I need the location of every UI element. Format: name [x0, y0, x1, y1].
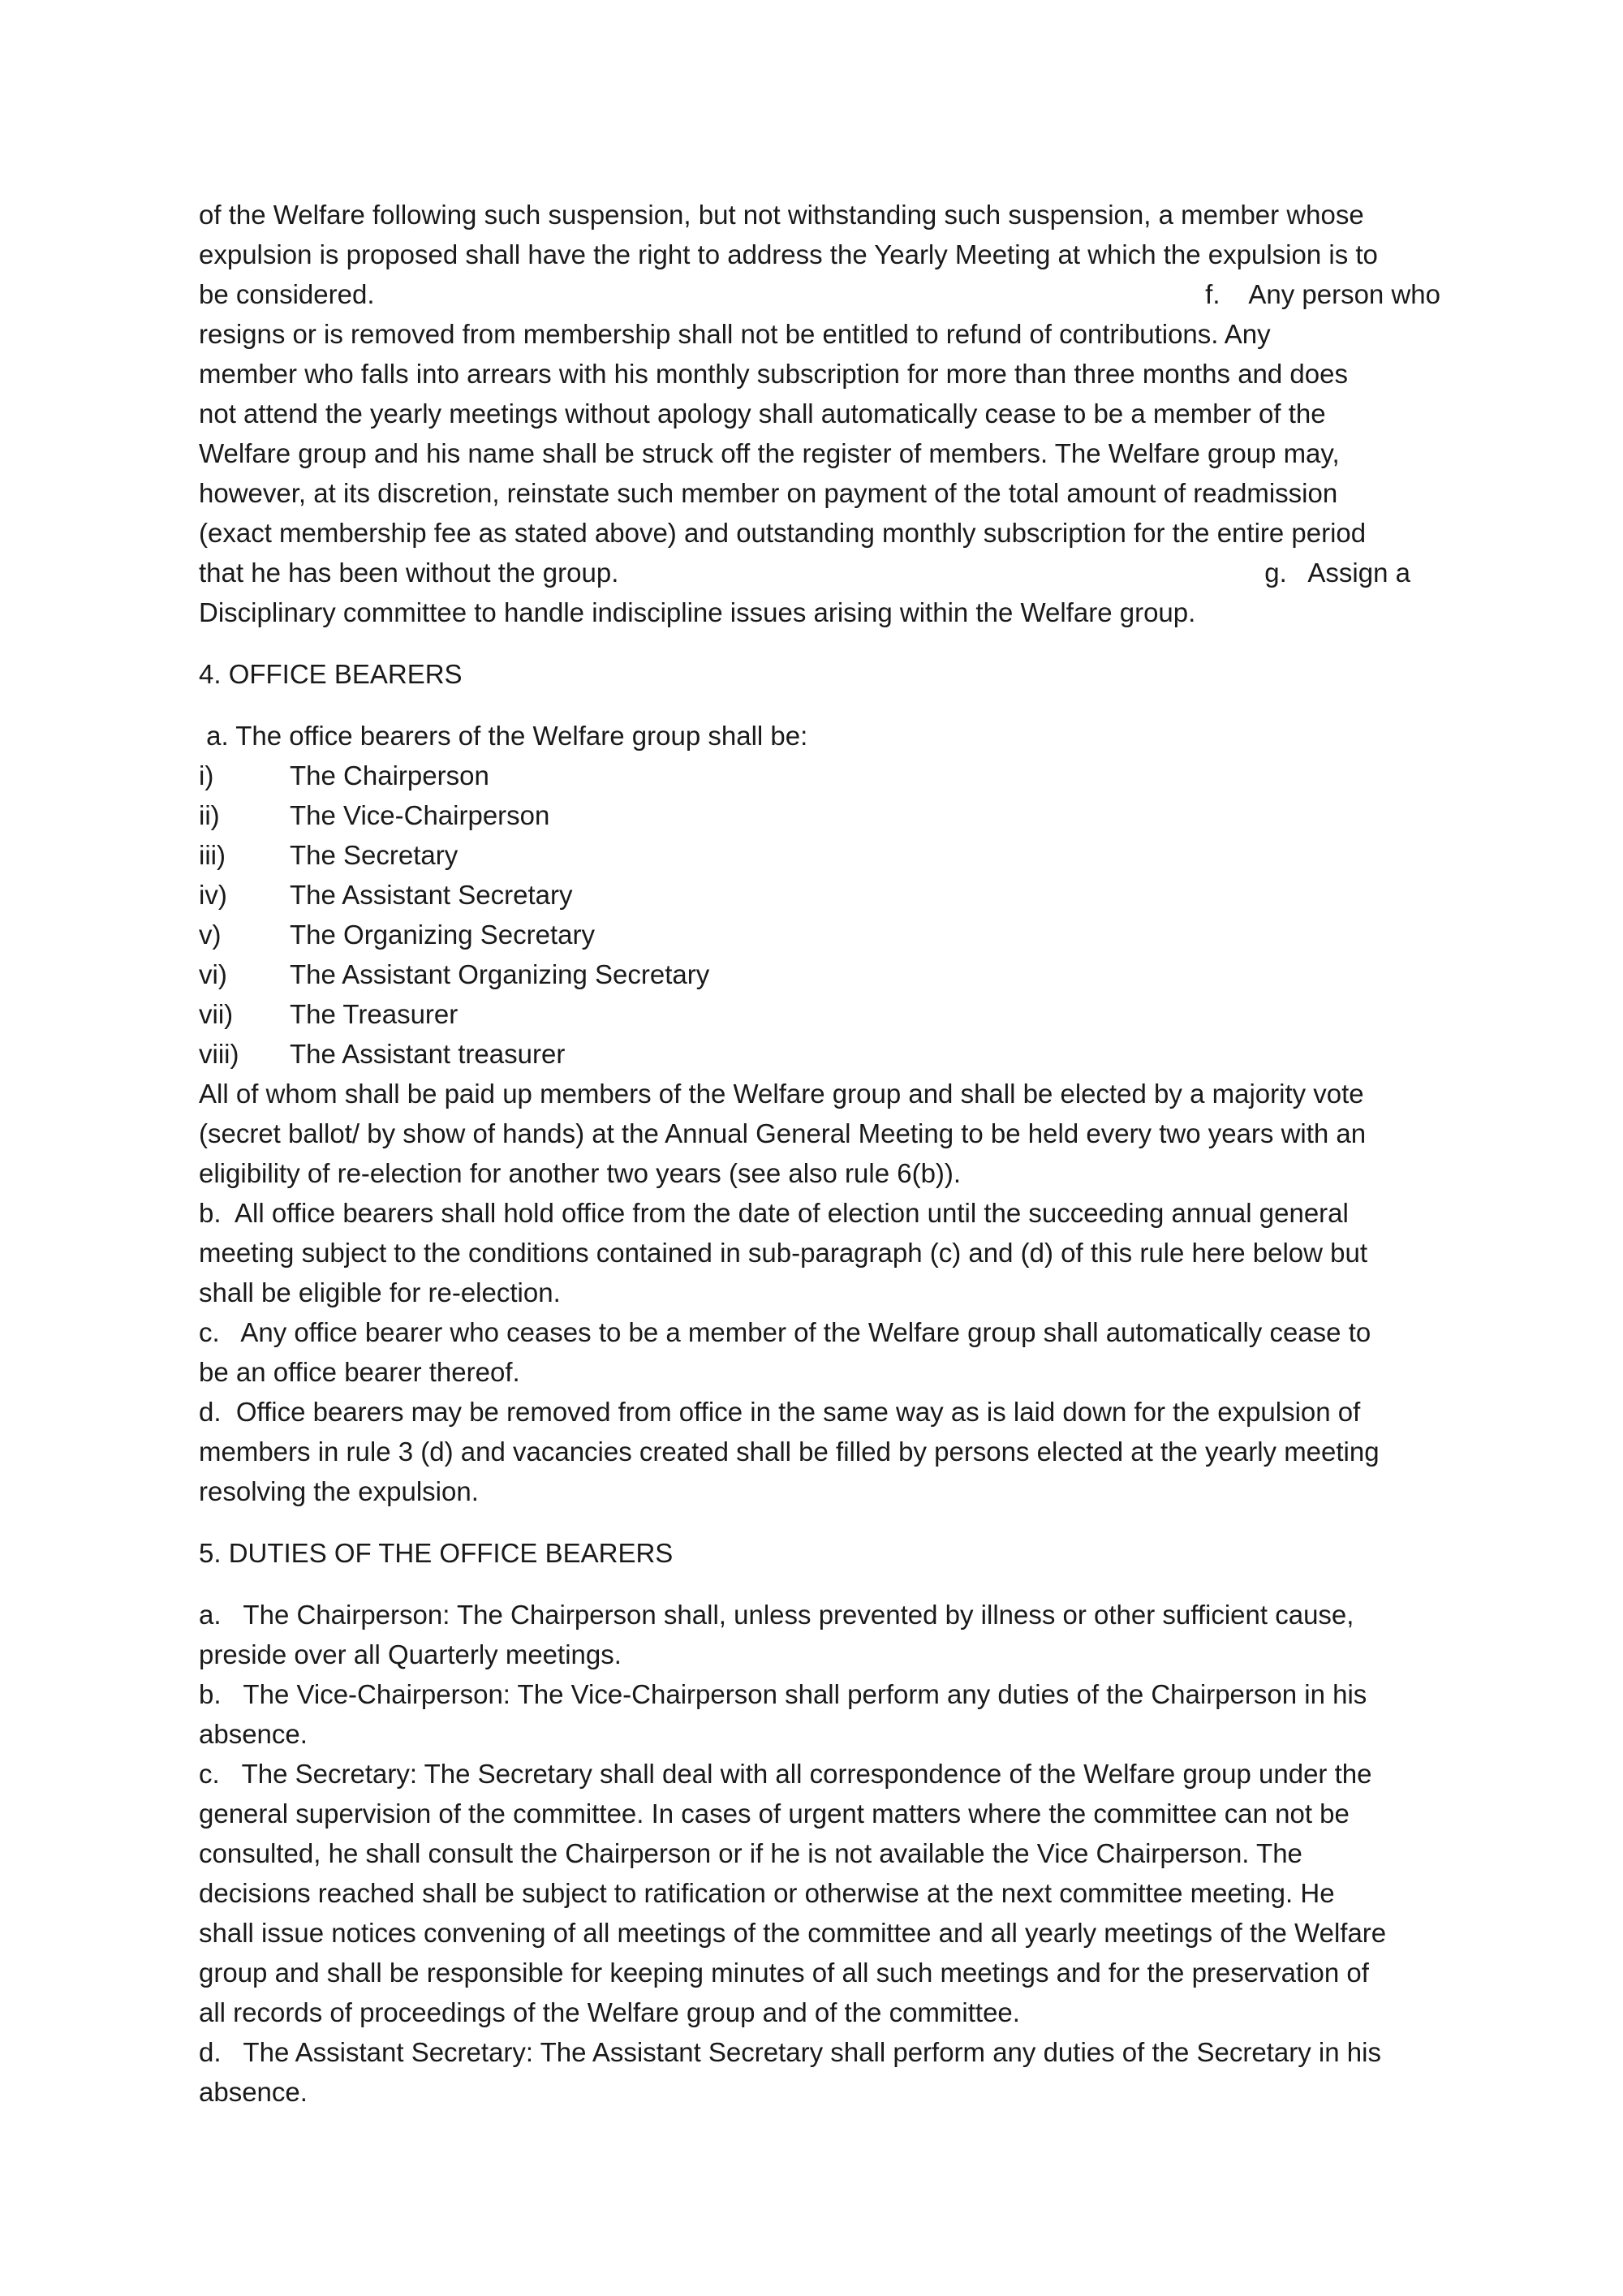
text-line: member who falls into arrears with his monthly subscription for more than three months and does	[199, 359, 1348, 389]
text-line: general supervision of the committee. In cases of urgent matters where the committee can not be	[199, 1798, 1350, 1829]
text-line: absence.	[199, 1719, 308, 1749]
list-item	[199, 875, 1440, 915]
list-text: The Assistant Organizing Secretary	[290, 959, 710, 989]
list-number: ii)	[199, 800, 220, 830]
section-4-intro	[199, 716, 1440, 756]
text-line: b. The Vice-Chairperson: The Vice-Chairperson shall perform any duties of the Chairperson in his	[199, 1679, 1367, 1709]
text-line: of the Welfare following such suspension, but not withstanding such suspension, a member whose	[199, 200, 1364, 230]
list-number: viii)	[199, 1039, 239, 1069]
text-line: c. The Secretary: The Secretary shall deal with all correspondence of the Welfare group under the	[199, 1759, 1372, 1789]
list-text: The Treasurer	[290, 999, 458, 1029]
list-text: The Vice-Chairperson	[290, 800, 550, 830]
text-line: not attend the yearly meetings without apology shall automatically cease to be a member of the	[199, 398, 1326, 429]
list-number: vi)	[199, 959, 227, 989]
text-line: Welfare group and his name shall be struck off the register of members. The Welfare group may,	[199, 438, 1340, 468]
text-line: meeting subject to the conditions contained in sub-paragraph (c) and (d) of this rule here below but	[199, 1238, 1368, 1268]
rule-4c-paragraph	[199, 1312, 1440, 1392]
section-5-heading: 5. DUTIES OF THE OFFICE BEARERS	[199, 1538, 674, 1568]
list-item	[199, 756, 1440, 795]
text-line: be an office bearer thereof.	[199, 1357, 520, 1387]
list-number: i)	[199, 760, 214, 790]
text-line: all records of proceedings of the Welfare group and of the committee.	[199, 1997, 1020, 2027]
document-page	[199, 195, 1440, 2112]
section-4-heading: 4. OFFICE BEARERS	[199, 659, 463, 689]
text-segment: be considered.	[199, 279, 375, 309]
text-line: shall be eligible for re-election.	[199, 1277, 561, 1307]
list-item	[199, 954, 1440, 994]
rule-5d-paragraph	[199, 2032, 1440, 2112]
rule-5a-paragraph	[199, 1595, 1440, 1674]
text-line: however, at its discretion, reinstate such member on payment of the total amount of readmission	[199, 478, 1338, 508]
text-line: decisions reached shall be subject to ratification or otherwise at the next committee meeting. He	[199, 1878, 1335, 1908]
text-line: Disciplinary committee to handle indiscipline issues arising within the Welfare group.	[199, 597, 1196, 627]
list-text: The Assistant treasurer	[290, 1039, 566, 1069]
list-item	[199, 795, 1440, 835]
list-text: The Organizing Secretary	[290, 920, 596, 950]
rule3-continuation-paragraph	[199, 195, 1440, 632]
text-line: members in rule 3 (d) and vacancies created shall be filled by persons elected at the yearly meeting	[199, 1437, 1380, 1467]
list-item	[199, 994, 1440, 1034]
text-segment: that he has been without the group.	[199, 558, 619, 588]
list-item	[199, 1034, 1440, 1074]
text-line: consulted, he shall consult the Chairperson or if he is not available the Vice Chairperson. The	[199, 1838, 1302, 1868]
list-text: The Assistant Secretary	[290, 880, 573, 910]
text-line: eligibility of re-election for another two years (see also rule 6(b)).	[199, 1158, 962, 1188]
text-line	[199, 274, 1440, 314]
rule-3g-start: g. Assign a	[1264, 558, 1410, 588]
text-line: resigns or is removed from membership shall not be entitled to refund of contributions. Any	[199, 319, 1271, 349]
text-line: expulsion is proposed shall have the right to address the Yearly Meeting at which the expulsion is to	[199, 239, 1378, 269]
text-line: All of whom shall be paid up members of the Welfare group and shall be elected by a majority vote	[199, 1079, 1364, 1109]
text-line: (exact membership fee as stated above) and outstanding monthly subscription for the entire period	[199, 518, 1367, 548]
text-line: d. Office bearers may be removed from office in the same way as is laid down for the expulsion of	[199, 1397, 1361, 1427]
text-line: a. The Chairperson: The Chairperson shall, unless prevented by illness or other sufficient cause,	[199, 1600, 1354, 1630]
rule-3f-start: f. Any person who	[1205, 279, 1440, 309]
list-number: iv)	[199, 880, 227, 910]
list-number: vii)	[199, 999, 234, 1029]
text-line: (secret ballot/ by show of hands) at the Annual General Meeting to be held every two years with an	[199, 1118, 1367, 1148]
text-line: group and shall be responsible for keeping minutes of all such meetings and for the preservation of	[199, 1958, 1369, 1988]
rule-5c-paragraph	[199, 1754, 1440, 2032]
election-paragraph	[199, 1074, 1440, 1193]
rule-4d-paragraph	[199, 1392, 1440, 1511]
list-item	[199, 915, 1440, 954]
rule-5b-paragraph	[199, 1674, 1440, 1754]
text-line	[199, 553, 1410, 592]
rule-4b-paragraph	[199, 1193, 1440, 1312]
text-line: d. The Assistant Secretary: The Assistant Secretary shall perform any duties of the Secretary in his	[199, 2037, 1381, 2067]
text-line: shall issue notices convening of all meetings of the committee and all yearly meetings of the Welfare	[199, 1918, 1387, 1948]
text-line: a. The office bearers of the Welfare group shall be:	[199, 721, 808, 751]
list-item	[199, 835, 1440, 875]
text-line: b. All office bearers shall hold office from the date of election until the succeeding annual general	[199, 1198, 1349, 1228]
text-line: preside over all Quarterly meetings.	[199, 1639, 622, 1669]
office-bearers-list	[199, 756, 1440, 1074]
list-text: The Chairperson	[290, 760, 489, 790]
list-number: iii)	[199, 840, 226, 870]
text-line: c. Any office bearer who ceases to be a member of the Welfare group shall automatically cease to	[199, 1317, 1371, 1347]
list-number: v)	[199, 920, 222, 950]
text-line: absence.	[199, 2077, 308, 2107]
list-text: The Secretary	[290, 840, 458, 870]
text-line: resolving the expulsion.	[199, 1476, 479, 1506]
